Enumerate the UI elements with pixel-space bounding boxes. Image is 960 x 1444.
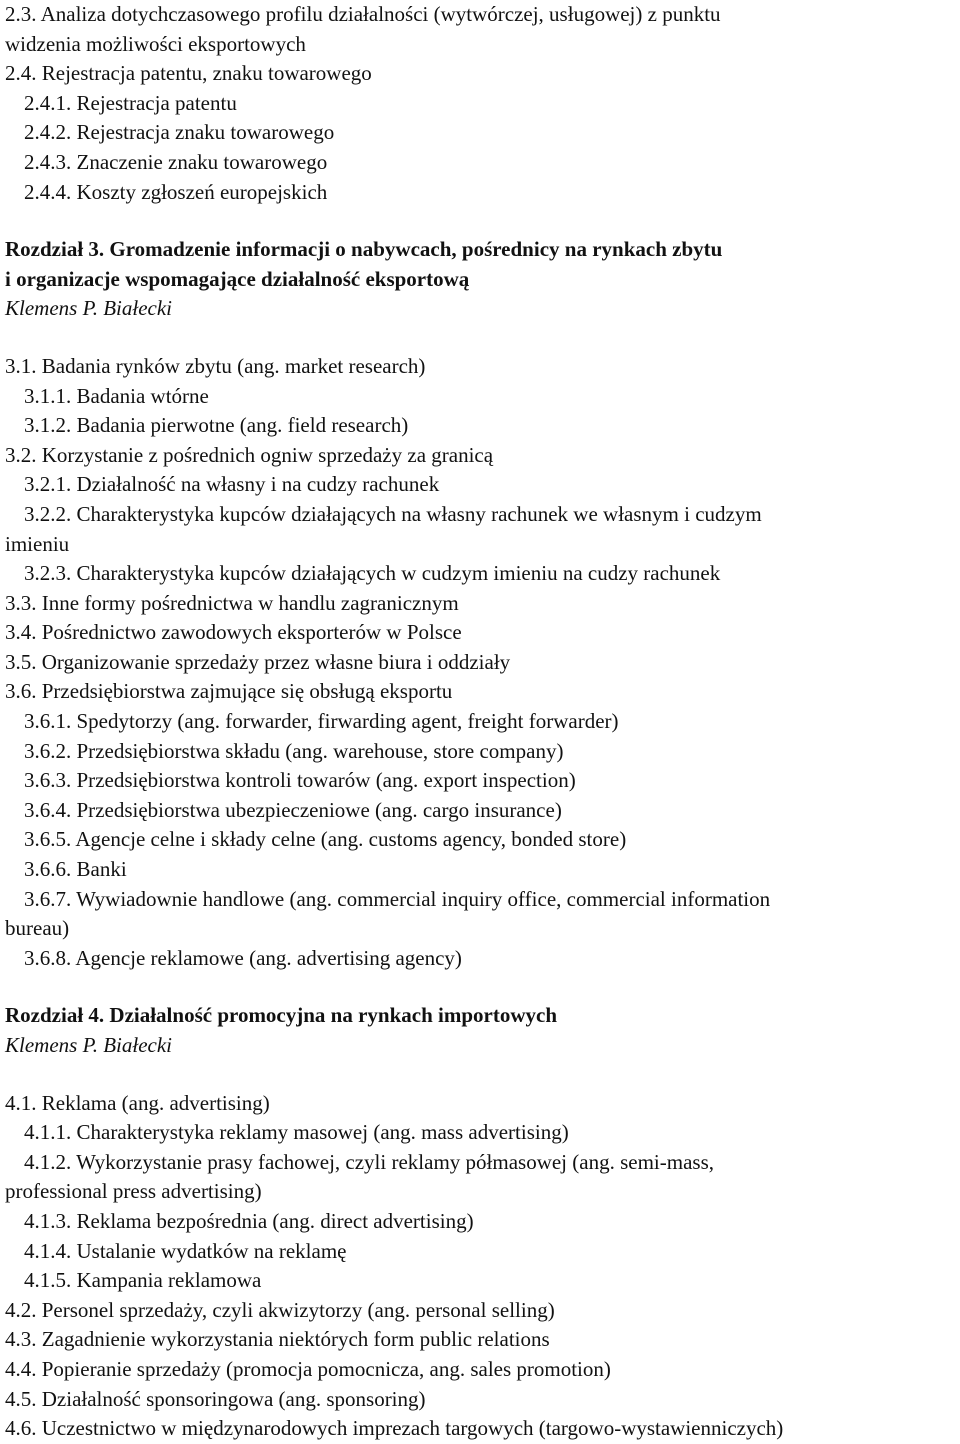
section-gap (5, 324, 960, 352)
toc-entry: 3.1.2. Badania pierwotne (ang. field research) (24, 413, 409, 438)
toc-entry: imieniu (5, 531, 70, 556)
toc-entry: 3.3. Inne formy pośrednictwa w handlu zagranicznym (5, 590, 459, 615)
toc-entry: 2.4.4. Koszty zgłoszeń europejskich (24, 179, 328, 204)
toc-entry: 2.4.2. Rejestracja znaku towarowego (24, 120, 335, 145)
chapter-4-items (5, 1089, 960, 1444)
toc-entry: 3.6.1. Spedytorzy (ang. forwarder, firwarding agent, freight forwarder) (24, 709, 619, 734)
toc-entry: 3.6.2. Przedsiębiorstwa składu (ang. warehouse, store company) (24, 738, 564, 763)
toc-entry: 2.4.1. Rejestracja patentu (24, 90, 237, 115)
chapter-3 (5, 235, 960, 973)
toc-entry: 4.4. Popieranie sprzedaży (promocja pomocnicza, ang. sales promotion) (5, 1356, 611, 1381)
toc-entry: 3.6.6. Banki (24, 857, 127, 882)
section-gap (5, 207, 960, 235)
toc-entry: 4.1.3. Reklama bezpośrednia (ang. direct advertising) (24, 1208, 474, 1233)
toc-entry: 3.5. Organizowanie sprzedaży przez własne biura i oddziały (5, 649, 511, 674)
chapter-4-author: Klemens P. Białecki (5, 1033, 172, 1057)
toc-entry: 4.1. Reklama (ang. advertising) (5, 1090, 270, 1115)
toc-entry: professional press advertising) (5, 1179, 262, 1204)
toc-entry: 3.4. Pośrednictwo zawodowych eksporterów w Polsce (5, 620, 462, 645)
toc-entry: 3.2.2. Charakterystyka kupców działających na własny rachunek we własnym i cudzym (24, 501, 762, 526)
toc-entry: 4.2. Personel sprzedaży, czyli akwizytorzy (ang. personal selling) (5, 1297, 555, 1322)
toc-entry: 3.2. Korzystanie z pośrednich ogniw sprzedaży za granicą (5, 442, 494, 467)
toc-entry: 3.1.1. Badania wtórne (24, 383, 209, 408)
toc-entry: 2.4.3. Znaczenie znaku towarowego (24, 149, 328, 174)
toc-entry: 3.6.4. Przedsiębiorstwa ubezpieczeniowe (ang. cargo insurance) (24, 797, 562, 822)
table-of-contents (5, 0, 960, 1444)
toc-entry: 3.6. Przedsiębiorstwa zajmujące się obsługą eksportu (5, 679, 453, 704)
toc-entry: 3.6.8. Agencje reklamowe (ang. advertising agency) (24, 945, 462, 970)
chapter-3-items (5, 352, 960, 973)
toc-entry: 4.1.2. Wykorzystanie prasy fachowej, czyli reklamy półmasowej (ang. semi-mass, (24, 1149, 714, 1174)
toc-entry: 4.1.4. Ustalanie wydatków na reklamę (24, 1238, 347, 1263)
toc-entry: 3.2.3. Charakterystyka kupców działających w cudzym imieniu na cudzy rachunek (24, 561, 721, 586)
toc-entry: 3.6.7. Wywiadownie handlowe (ang. commercial inquiry office, commercial information (24, 886, 771, 911)
section-gap (5, 1061, 960, 1089)
toc-entry: 3.2.1. Działalność na własny i na cudzy rachunek (24, 472, 440, 497)
toc-entry: 3.1. Badania rynków zbytu (ang. market research) (5, 353, 426, 378)
toc-entry: 4.6. Uczestnictwo w międzynarodowych imprezach targowych (targowo-wystawienniczych) (5, 1416, 784, 1441)
toc-entry: 3.6.3. Przedsiębiorstwa kontroli towarów (ang. export inspection) (24, 768, 576, 793)
chapter-2-tail (5, 0, 960, 207)
chapter-4 (5, 1001, 960, 1443)
toc-entry: 2.3. Analiza dotychczasowego profilu działalności (wytwórczej, usługowej) z punktu (5, 2, 721, 26)
toc-entry: 3.6.5. Agencje celne i składy celne (ang. customs agency, bonded store) (24, 827, 627, 852)
chapter-3-author: Klemens P. Białecki (5, 296, 172, 321)
toc-entry: 4.3. Zagadnienie wykorzystania niektórych form public relations (5, 1327, 550, 1352)
toc-entry: 2.4. Rejestracja patentu, znaku towarowego (5, 61, 372, 86)
chapter-4-heading: Rozdział 4. Działalność promocyjna na rynkach importowych (5, 1003, 558, 1028)
toc-entry: 4.5. Działalność sponsoringowa (ang. sponsoring) (5, 1386, 426, 1411)
toc-entry: 4.1.1. Charakterystyka reklamy masowej (ang. mass advertising) (24, 1120, 569, 1145)
toc-entry: 4.1.5. Kampania reklamowa (24, 1268, 262, 1293)
chapter-3-heading-line-2: i organizacje wspomagające działalność eksportową (5, 266, 470, 291)
section-gap (5, 973, 960, 1001)
chapter-3-heading-line-1: Rozdział 3. Gromadzenie informacji o nabywcach, pośrednicy na rynkach zbytu (5, 237, 723, 262)
toc-entry: bureau) (5, 916, 70, 941)
toc-entry: widzenia możliwości eksportowych (5, 31, 306, 56)
